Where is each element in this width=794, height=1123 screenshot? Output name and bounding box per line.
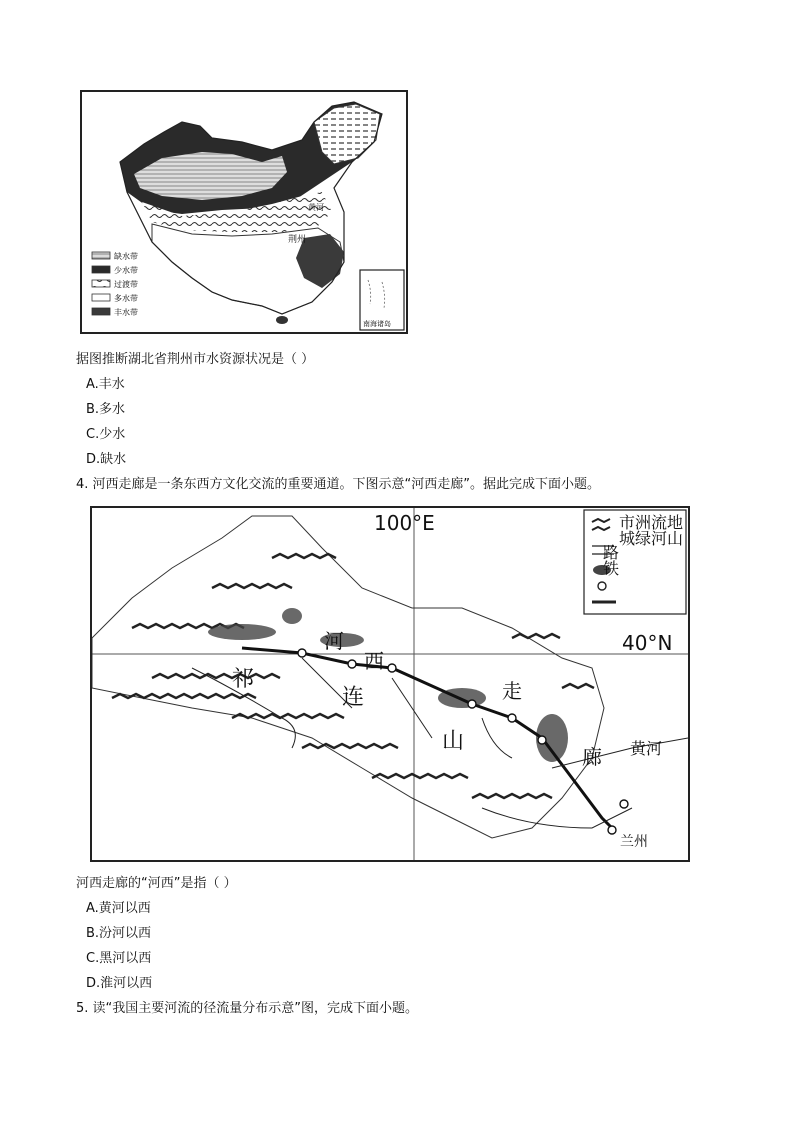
river-label: 黄河 <box>630 739 663 758</box>
lon-label: 100°E <box>374 511 435 535</box>
legend2-col-1: 地山 <box>664 514 684 546</box>
hexi-corridor-map-svg <box>92 508 688 860</box>
corridor-char-1: 河 <box>324 629 344 653</box>
mountain-char-1: 祁 <box>232 667 255 692</box>
legend-label-2: 少水带 <box>114 266 138 275</box>
q3-option-a[interactable]: A.丰水 <box>86 377 125 392</box>
legend-label-1: 缺水带 <box>114 252 138 261</box>
hexi-corridor-map <box>90 506 690 862</box>
legend2-col-2: 流河 <box>648 514 668 546</box>
lat-label: 40°N <box>622 631 673 655</box>
q3-option-b[interactable]: B.多水 <box>86 402 126 417</box>
legend-label-5: 丰水带 <box>114 308 138 317</box>
q4-stem: 河西走廊的“河西”是指（ ） <box>76 876 237 891</box>
q3-option-c[interactable]: C.少水 <box>86 427 126 442</box>
mountain-char-3: 山 <box>442 729 465 754</box>
water-resource-map-svg <box>82 92 406 332</box>
city-label: 兰州 <box>620 834 648 850</box>
legend-label-4: 多水带 <box>114 294 138 303</box>
q4-intro: 4. 河西走廊是一条东西方文化交流的重要通道。下图示意“河西走廊”。据此完成下面小题。 <box>76 477 601 492</box>
legend2-col-4: 市城 <box>616 514 636 546</box>
q4-option-d[interactable]: D.淮河以西 <box>86 976 153 991</box>
q4-option-a[interactable]: A.黄河以西 <box>86 901 151 916</box>
q4-option-c[interactable]: C.黑河以西 <box>86 951 152 966</box>
map1-legend <box>92 251 138 317</box>
place-jingzhou: 荆州 <box>288 235 307 245</box>
legend2-col-3: 洲绿 <box>632 514 652 546</box>
inset-label: 南海诸岛 <box>363 320 391 328</box>
legend-label-3: 过渡带 <box>114 280 138 289</box>
q3-option-d[interactable]: D.缺水 <box>86 452 127 467</box>
mountain-char-2: 连 <box>342 685 365 710</box>
south-sea-inset <box>360 270 404 330</box>
water-resource-map <box>80 90 408 334</box>
corridor-char-4: 廊 <box>582 745 602 769</box>
corridor-char-3: 走 <box>502 679 522 703</box>
q4-option-b[interactable]: B.汾河以西 <box>86 926 152 941</box>
place-huanghe: 黄河 <box>308 203 324 212</box>
legend2-col-5: 路铁 <box>600 544 620 576</box>
corridor-char-2: 西 <box>364 649 384 673</box>
q5-intro: 5. 读“我国主要河流的径流量分布示意”图，完成下面小题。 <box>76 1001 419 1016</box>
q3-stem: 据图推断湖北省荆州市水资源状况是（ ） <box>76 352 315 367</box>
map2-legend <box>584 510 686 614</box>
